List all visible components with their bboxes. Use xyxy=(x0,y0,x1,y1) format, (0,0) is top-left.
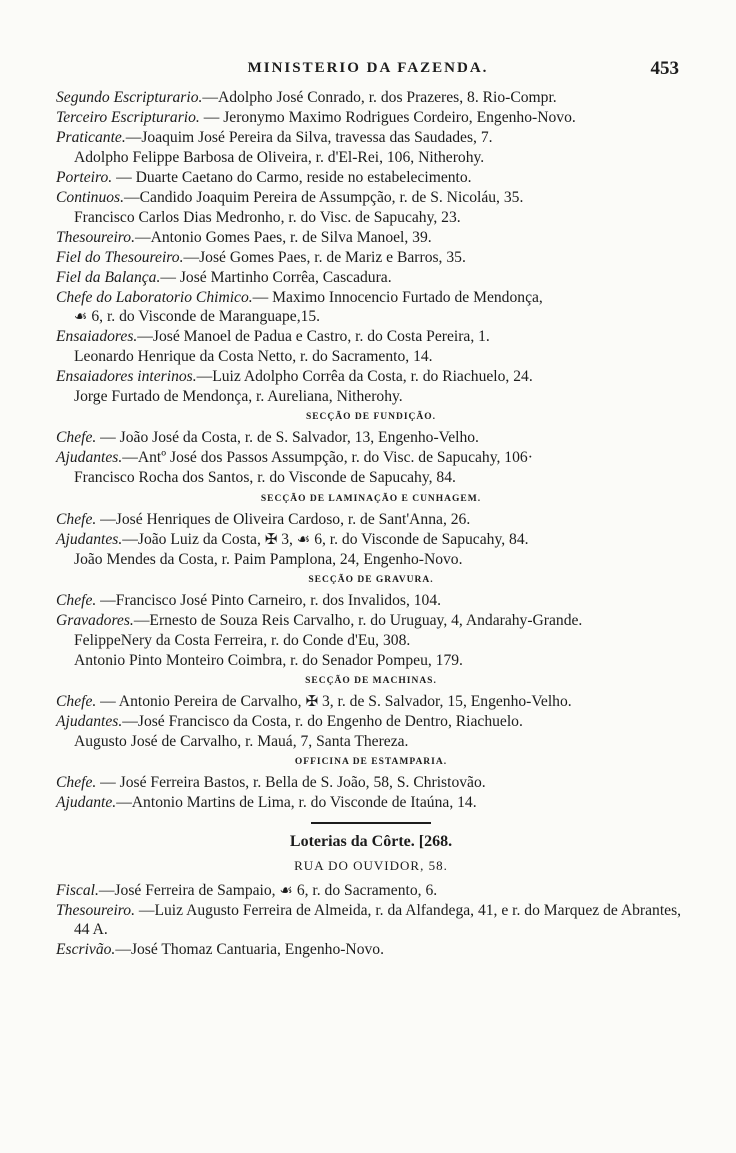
divider xyxy=(311,822,431,824)
entry-text: —José Gomes Paes, r. de Mariz e Barros, 35. xyxy=(183,249,466,266)
cross-icon: ✠ xyxy=(305,692,319,711)
role-title: Segundo Escripturario. xyxy=(56,89,203,106)
entry-text: —José Henriques de Oliveira Cardoso, r. de Sant'Anna, 26. xyxy=(96,510,471,528)
entry-text: Jorge Furtado de Mendonça, r. Aureliana, Nitherohy. xyxy=(74,388,403,406)
entry xyxy=(56,530,686,549)
entry xyxy=(56,651,686,670)
role-title: Ajudantes. xyxy=(56,713,123,731)
entry xyxy=(56,347,686,366)
entry-text: —Adolpho José Conrado, r. dos Prazeres, 8. Rio-Compr. xyxy=(202,89,557,106)
section-heading: OFFICINA DE ESTAMPARIA. xyxy=(294,757,448,768)
entry xyxy=(56,631,686,650)
role-title: Chefe. xyxy=(56,510,97,528)
entry xyxy=(56,268,686,287)
role-title: Fiel do Thesoureiro. xyxy=(56,249,184,266)
role-title: Chefe. xyxy=(56,693,97,711)
role-title: Fiscal. xyxy=(56,881,99,899)
entry xyxy=(56,732,686,751)
section-heading: SECÇÃO DE FUNDIÇÃO. xyxy=(305,412,437,423)
section-heading: SECÇÃO DE MACHINAS. xyxy=(305,676,437,687)
page-body xyxy=(56,88,686,960)
entry xyxy=(56,108,686,127)
entry xyxy=(56,428,686,447)
entry-text: —José Ferreira de Sampaio, xyxy=(98,881,276,899)
entry-text: Leonardo Henrique da Costa Netto, r. do Sacramento, 14. xyxy=(74,348,433,366)
entry xyxy=(56,208,686,227)
role-title: Chefe do Laboratorio Chimico. xyxy=(56,289,253,306)
section-heading: SECÇÃO DE LAMINAÇÃO E CUNHAGEM. xyxy=(260,493,482,504)
entry xyxy=(56,793,686,812)
role-title: Gravadores. xyxy=(56,611,134,629)
entry-text: — Antonio Pereira de Carvalho, xyxy=(96,693,302,711)
role-title: Ensaiadores. xyxy=(56,328,138,346)
rose-icon: ☙ xyxy=(74,307,88,326)
page-header xyxy=(55,60,681,86)
entry-text: — Maximo Innocencio Furtado de Mendonça, xyxy=(252,289,543,306)
entry xyxy=(56,367,686,386)
entry-text: —Luiz Augusto Ferreira de Almeida, r. da Alfandega, 41, e r. do Marquez de Abrantes, 44 A. xyxy=(74,901,682,939)
entry-text: Adolpho Felippe Barbosa de Oliveira, r. d'El-Rei, 106, Nitherohy. xyxy=(74,149,485,166)
entry-text: 6, r. do Visconde de Sapucahy, 84. xyxy=(310,530,529,548)
entry-text: — Duarte Caetano do Carmo, reside no estabelecimento. xyxy=(112,169,472,186)
entry xyxy=(56,88,686,107)
entry-text: Augusto José de Carvalho, r. Mauá, 7, Santa Thereza. xyxy=(74,733,409,751)
role-title: Ajudantes. xyxy=(56,449,123,467)
role-title: Ensaiadores interinos. xyxy=(56,368,197,386)
entry-text: — José Ferreira Bastos, r. Bella de S. João, 58, S. Christovão. xyxy=(96,774,486,792)
entry-text: —Antº José dos Passos Assumpção, r. do Visc. de Sapucahy, 106· xyxy=(122,449,533,467)
entry-text: —João Luiz da Costa, xyxy=(122,530,261,548)
lottery-title: Loterias da Côrte. [268. xyxy=(289,833,453,851)
role-title: Thesoureiro. xyxy=(56,901,135,919)
section-heading: SECÇÃO DE GRAVURA. xyxy=(308,574,434,585)
entry xyxy=(56,248,686,267)
entry xyxy=(56,550,686,569)
entry-text: —José Francisco da Costa, r. do Engenho de Dentro, Riachuelo. xyxy=(122,713,523,731)
entry xyxy=(56,288,686,326)
entry-text: —José Manoel de Padua e Castro, r. do Costa Pereira, 1. xyxy=(137,328,490,346)
entry-text: Francisco Carlos Dias Medronho, r. do Visc. de Sapucahy, 23. xyxy=(74,209,461,226)
entry xyxy=(56,128,686,147)
entry xyxy=(56,168,686,187)
entry-text: —Francisco José Pinto Carneiro, r. dos Invalidos, 104. xyxy=(96,591,442,609)
entry-text: 6, r. do Sacramento, 6. xyxy=(292,881,438,899)
entry xyxy=(56,510,686,529)
entry-text: —Joaquim José Pereira da Silva, travessa das Saudades, 7. xyxy=(125,129,493,146)
entry-text: João Mendes da Costa, r. Paim Pamplona, 24, Engenho-Novo. xyxy=(74,550,463,568)
role-title: Terceiro Escripturario. xyxy=(56,109,200,126)
entry-text: 3, xyxy=(277,530,293,548)
page-number: 453 xyxy=(650,58,679,79)
entry-text: FelippeNery da Costa Ferreira, r. do Conde d'Eu, 308. xyxy=(74,631,411,649)
entry xyxy=(56,448,686,467)
entry xyxy=(56,188,686,207)
entry xyxy=(56,692,686,711)
role-title: Ajudantes. xyxy=(56,530,123,548)
lottery-address: RUA DO OUVIDOR, 58. xyxy=(294,857,448,873)
entry xyxy=(56,228,686,247)
entry-text: 6, r. do Visconde de Maranguape,15. xyxy=(87,308,321,326)
role-title: Escrivão. xyxy=(56,941,116,959)
entry-text: —José Thomaz Cantuaria, Engenho-Novo. xyxy=(115,941,384,959)
role-title: Thesoureiro. xyxy=(56,229,135,246)
entry-text: — Jeronymo Maximo Rodrigues Cordeiro, Engenho-Novo. xyxy=(199,109,576,126)
entry-text: Francisco Rocha dos Santos, r. do Visconde de Sapucahy, 84. xyxy=(74,469,456,487)
role-title: Fiel da Balança. xyxy=(56,269,161,286)
entry xyxy=(56,881,686,900)
entry xyxy=(56,773,686,792)
role-title: Chefe. xyxy=(56,429,97,447)
rose-icon: ☙ xyxy=(296,529,311,548)
role-title: Porteiro. xyxy=(56,169,113,186)
entry-text: —Antonio Gomes Paes, r. de Silva Manoel, 39. xyxy=(134,229,432,246)
entry xyxy=(56,712,686,731)
role-title: Continuos. xyxy=(56,189,125,206)
entry xyxy=(56,940,686,959)
entry xyxy=(56,327,686,346)
entry-text: 3, r. de S. Salvador, 15, Engenho-Velho. xyxy=(318,693,572,711)
entry xyxy=(56,387,686,406)
entry xyxy=(56,148,686,167)
entry xyxy=(56,591,686,610)
entry-text: —Ernesto de Souza Reis Carvalho, r. do Uruguay, 4, Andarahy-Grande. xyxy=(133,611,583,629)
role-title: Praticante. xyxy=(56,129,126,146)
role-title: Chefe. xyxy=(56,774,97,792)
cross-icon: ✠ xyxy=(264,529,278,548)
entry-text: Antonio Pinto Monteiro Coimbra, r. do Senador Pompeu, 179. xyxy=(74,651,463,669)
entry-text: — José Martinho Corrêa, Cascadura. xyxy=(160,269,392,286)
entry-text: —Candido Joaquim Pereira de Assumpção, r. de S. Nicoláu, 35. xyxy=(124,189,524,206)
rose-icon: ☙ xyxy=(279,880,293,899)
role-title: Ajudante. xyxy=(56,794,117,812)
entry xyxy=(56,901,686,939)
role-title: Chefe. xyxy=(56,591,97,609)
entry-text: —Antonio Martins de Lima, r. do Visconde de Itaúna, 14. xyxy=(116,794,477,812)
entry xyxy=(56,611,686,630)
running-title: MINISTERIO DA FAZENDA. xyxy=(247,60,489,76)
entry-text: — João José da Costa, r. de S. Salvador, 13, Engenho-Velho. xyxy=(96,429,479,447)
entry xyxy=(56,468,686,487)
entry-text: —Luiz Adolpho Corrêa da Costa, r. do Riachuelo, 24. xyxy=(196,368,533,386)
